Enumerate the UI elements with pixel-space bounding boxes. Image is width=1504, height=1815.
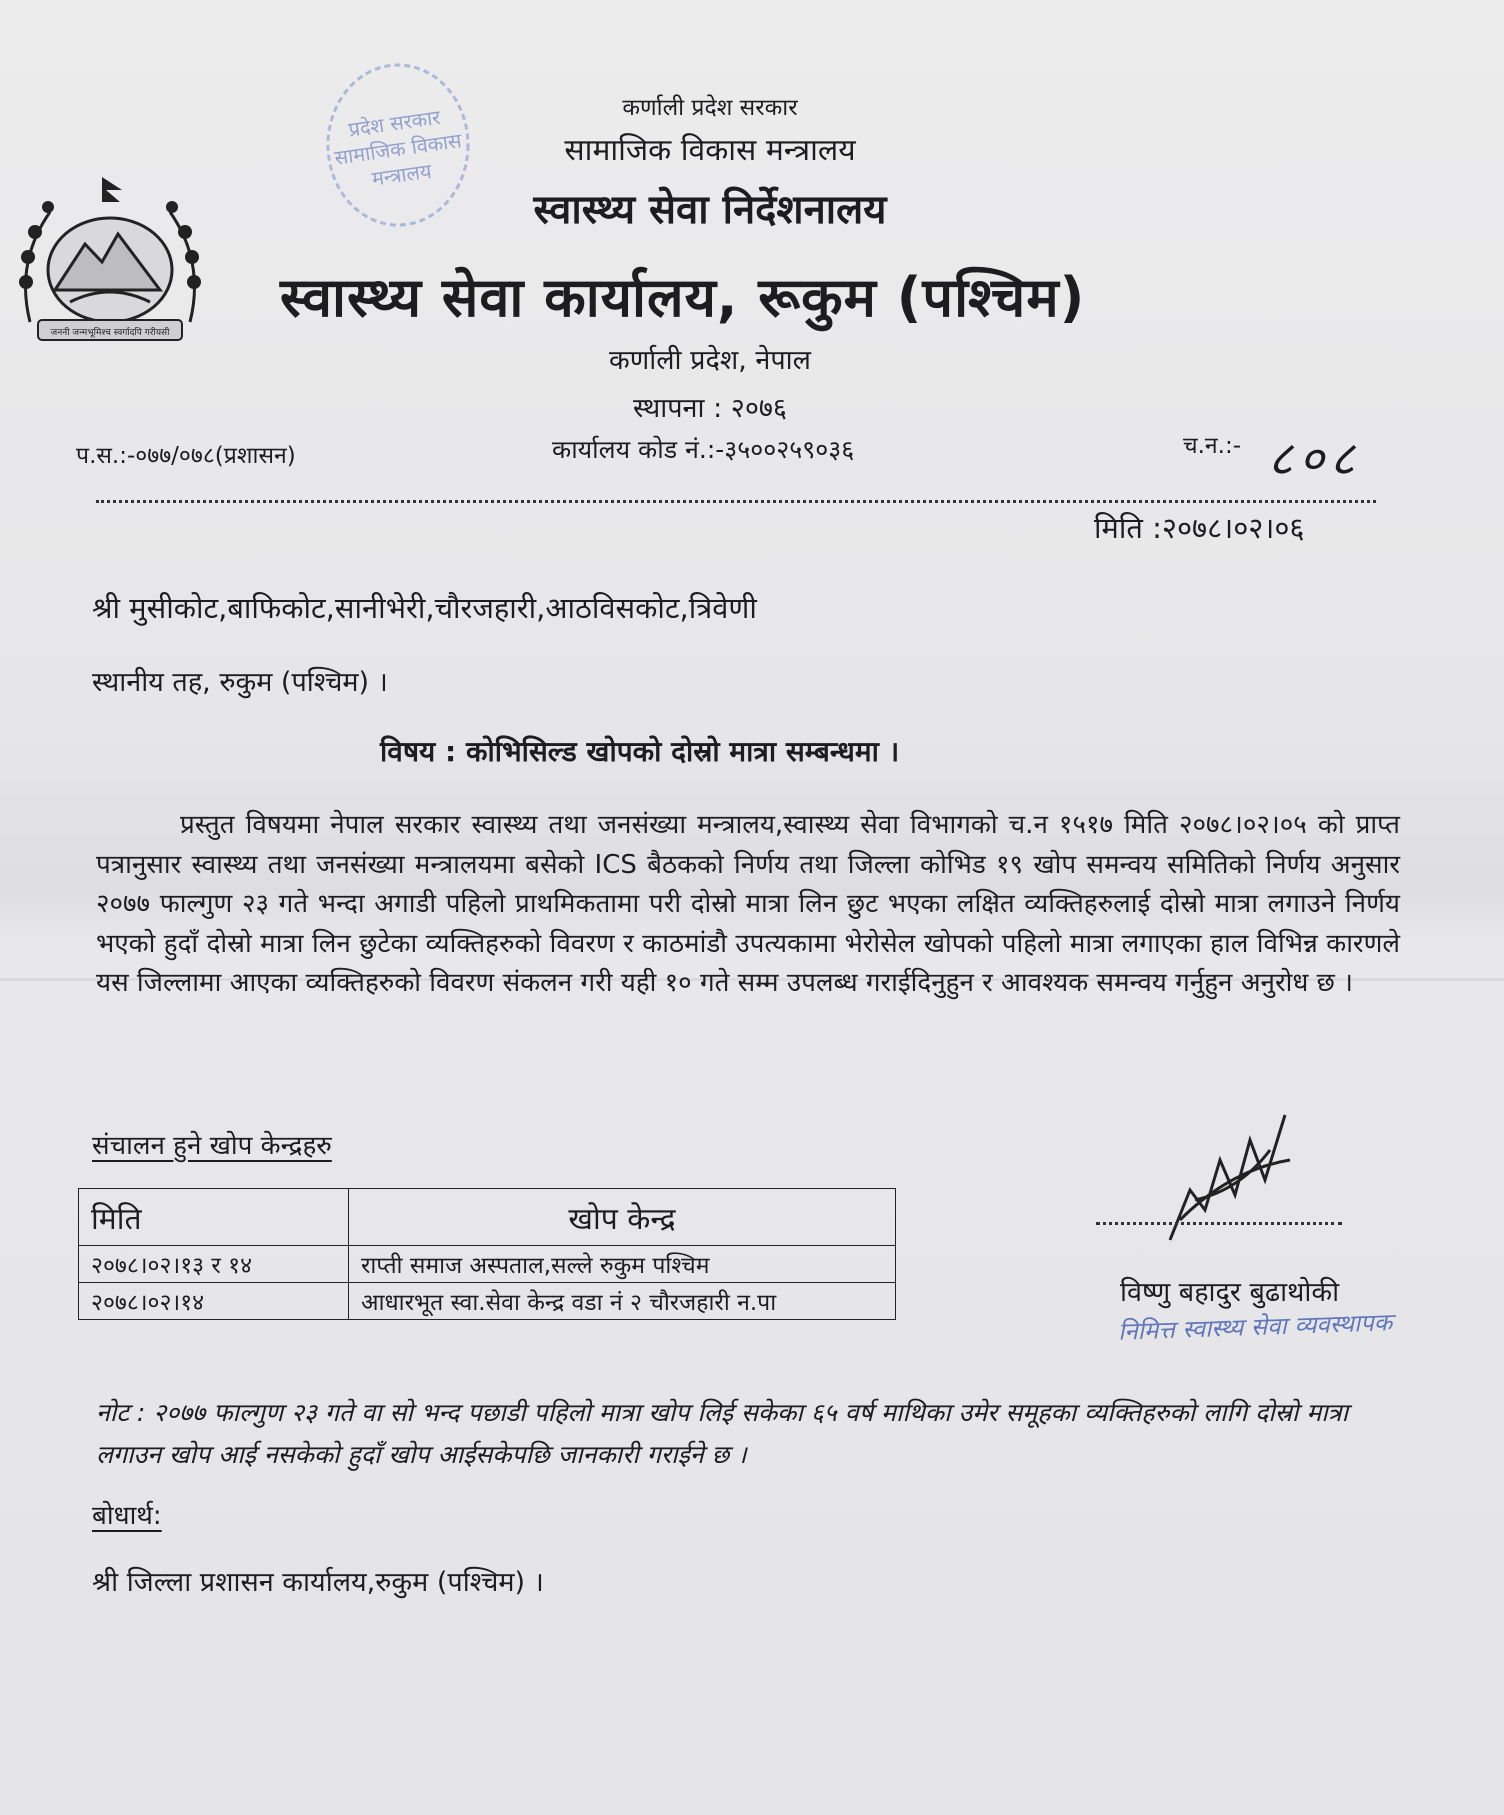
signatory-stamp-title: निमित्त स्वास्थ्य सेवा व्यवस्थापक (1117, 1308, 1393, 1346)
cc-heading: बोधार्थ: (92, 1501, 162, 1531)
office-name: स्वास्थ्य सेवा कार्यालय, रूकुम (पश्चिम) (280, 266, 1086, 329)
directorate-name: स्वास्थ्य सेवा निर्देशनालय (533, 187, 887, 233)
established-year: स्थापना : २०७६ (633, 393, 787, 424)
table-header-row (79, 1189, 896, 1246)
body-paragraph: प्रस्तुत विषयमा नेपाल सरकार स्वास्थ्य तथा जनसंख्या मन्त्रालय,स्वास्थ्य सेवा विभागको च.न १५१७ मिति २०७८।०२।०५ को प्राप्त पत्रानुसार स्वास्थ्य तथा जनसंख्या मन्त्रालयमा बसेको ICS बैठकको निर्णय तथा जिल्ला कोभिड १९ खोप समन्वय समितिको निर्णय अनुसार २०७७ फाल्गुण २३ गते भन्दा अगाडी पहिलो प्राथमिकतामा परी दोस्रो मात्रा लिन छुट भएका लक्षित व्यक्तिहरुलाई दोस्रो मात्रा लगाउने निर्णय भएको हुदाँ दोस्रो मात्रा लिन छुटेका व्यक्तिहरुको विवरण र काठमांडौ उपत्यकामा भेरोसेल खोपको पहिलो मात्रा लगाएका हाल विभिन्न कारणले यस जिल्लामा आएका व्यक्तिहरुको विवरण संकलन गरी यही १० गते सम्म उपलब्ध गराईदिनुहुन र आवश्यक समन्वय गर्नुहुन अनुरोध छ । (96, 810, 1400, 998)
dispatch-number: ८०८ (1268, 431, 1361, 487)
stamp-text: प्रदेश सरकार सामाजिक विकास मन्त्रालय (332, 104, 464, 191)
office-code: कार्यालय कोड नं.:-३५००२५९०३६ (552, 435, 855, 464)
signature-icon (1150, 1100, 1310, 1250)
letter-number: प.स.:-०७७/०७८(प्रशासन) (76, 443, 296, 469)
table-cell-date: २०७८।०२।१४ (79, 1283, 349, 1320)
table-cell-center: आधारभूत स्वा.सेवा केन्द्र वडा नं २ चौरजहारी न.पा (349, 1283, 896, 1320)
government-name: कर्णाली प्रदेश सरकार (622, 95, 798, 121)
province-name: कर्णाली प्रदेश, नेपाल (609, 345, 811, 376)
header-divider (96, 500, 1376, 503)
centers-heading: संचालन हुने खोप केन्द्रहरु (92, 1131, 332, 1161)
table-row (79, 1283, 896, 1320)
cc-line: श्री जिल्ला प्रशासन कार्यालय,रुकुम (पश्चिम) । (92, 1567, 544, 1598)
subject-line: विषय : कोभिसिल्ड खोपको दोस्रो मात्रा सम्बन्धमा । (380, 735, 900, 768)
nepal-emblem-icon (10, 172, 210, 352)
table-cell-date: २०७८।०२।१३ र १४ (79, 1246, 349, 1283)
note-text: नोट : २०७७ फाल्गुण २३ गते वा सो भन्द पछाडी पहिलो मात्रा खोप लिई सकेका ६५ वर्ष माथिका उमेर समूहका व्यक्तिहरुको लागि दोस्रो मात्रा लगाउन खोप आई नसकेको हुदाँ खोप आईसकेपछि जानकारी गराईने छ । (96, 1398, 1349, 1469)
vaccination-centers-table (78, 1188, 896, 1320)
signatory-name: विष्णु बहादुर बुढाथोकी (1120, 1277, 1340, 1308)
addressee-line-2: स्थानीय तह, रुकुम (पश्चिम) । (92, 667, 388, 698)
dispatch-label: च.न.:- (1183, 433, 1242, 459)
table-cell-center: राप्ती समाज अस्पताल,सल्ले रुकुम पश्चिम (349, 1246, 896, 1283)
addressee-line-1: श्री मुसीकोट,बाफिकोट,सानीभेरी,चौरजहारी,आठविसकोट,त्रिवेणी (92, 591, 757, 625)
ministry-name: सामाजिक विकास मन्त्रालय (564, 133, 856, 168)
signature-line (1096, 1222, 1342, 1225)
letter-date: मिति :२०७८।०२।०६ (1094, 511, 1305, 545)
table-row (79, 1246, 896, 1283)
emblem-motto: जननी जन्मभूमिश्च स्वर्गादपि गरीयसी (50, 328, 170, 338)
table-header-center: खोप केन्द्र (349, 1189, 896, 1246)
table-header-date: मिति (79, 1189, 349, 1246)
